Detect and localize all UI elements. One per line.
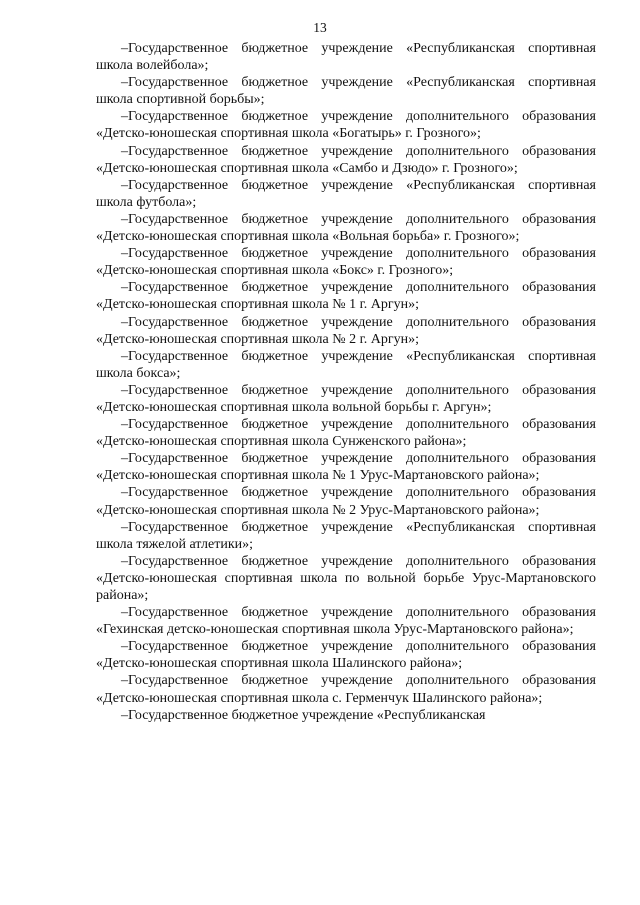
- organization-list: [96, 40, 596, 724]
- list-item: –Государственное бюджетное учреждение дополнительного образования «Гехинская детско-юношеская спортивная школа Урус-Мартановского района»;: [96, 605, 596, 638]
- list-item: –Государственное бюджетное учреждение дополнительного образования «Детско-юношеская спортивная школа № 2 г. Аргун»;: [96, 314, 596, 347]
- list-item: –Государственное бюджетное учреждение дополнительного образования «Детско-юношеская спортивная школа № 1 Урус-Мартановского района»;: [96, 451, 596, 484]
- list-item: –Государственное бюджетное учреждение дополнительного образования «Детско-юношеская спортивная школа № 1 г. Аргун»;: [96, 280, 596, 313]
- list-item: –Государственное бюджетное учреждение «Республиканская спортивная школа бокса»;: [96, 348, 596, 381]
- list-item: –Государственное бюджетное учреждение дополнительного образования «Детско-юношеская спортивная школа Сунженского района»;: [96, 417, 596, 450]
- list-item: –Государственное бюджетное учреждение «Республиканская спортивная школа тяжелой атлетики»;: [96, 519, 596, 552]
- list-item: –Государственное бюджетное учреждение дополнительного образования «Детско-юношеская спортивная школа «Богатырь» г. Грозного»;: [96, 109, 596, 142]
- list-item: –Государственное бюджетное учреждение «Республиканская: [121, 707, 486, 723]
- list-item: –Государственное бюджетное учреждение дополнительного образования «Детско-юношеская спортивная школа «Самбо и Дзюдо» г. Грозного»;: [96, 143, 596, 176]
- list-item: –Государственное бюджетное учреждение «Республиканская спортивная школа спортивной борьбы»;: [96, 75, 596, 108]
- list-item: –Государственное бюджетное учреждение «Республиканская спортивная школа волейбола»;: [96, 41, 596, 74]
- list-item: –Государственное бюджетное учреждение дополнительного образования «Детско-юношеская спортивная школа с. Герменчук Шалинского района»;: [96, 673, 596, 706]
- list-item: –Государственное бюджетное учреждение дополнительного образования «Детско-юношеская спортивная школа «Бокс» г. Грозного»;: [96, 246, 596, 279]
- list-item: –Государственное бюджетное учреждение дополнительного образования «Детско-юношеская спортивная школа по вольной борьбе Урус-Мартановского района»;: [96, 553, 596, 603]
- list-item: –Государственное бюджетное учреждение дополнительного образования «Детско-юношеская спортивная школа вольной борьбы г. Аргун»;: [96, 382, 596, 415]
- list-item: –Государственное бюджетное учреждение дополнительного образования «Детско-юношеская спортивная школа «Вольная борьба» г. Грозного»;: [96, 211, 596, 245]
- list-item: –Государственное бюджетное учреждение дополнительного образования «Детско-юношеская спортивная школа Шалинского района»;: [96, 639, 596, 672]
- list-item: –Государственное бюджетное учреждение «Республиканская спортивная школа футбола»;: [96, 177, 596, 210]
- page-number: 13: [313, 20, 327, 35]
- list-item: –Государственное бюджетное учреждение дополнительного образования «Детско-юношеская спортивная школа № 2 Урус-Мартановского района»;: [96, 485, 596, 518]
